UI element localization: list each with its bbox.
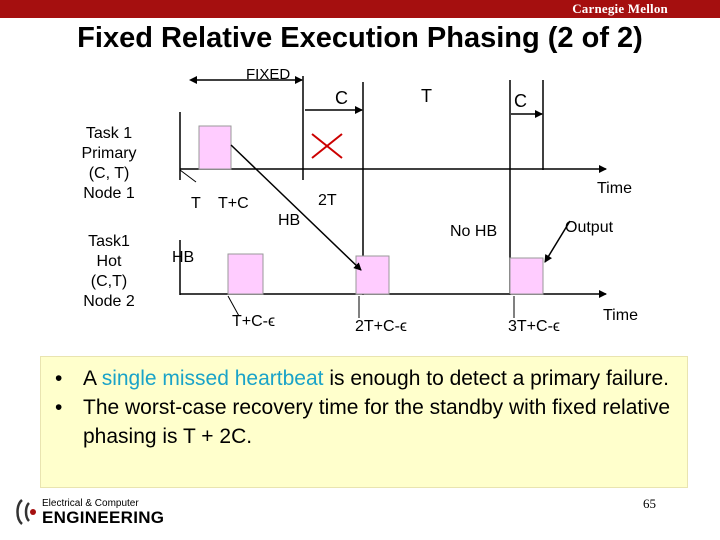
slide-title: Fixed Relative Execution Phasing (2 of 2) bbox=[77, 22, 643, 54]
t-pointer bbox=[180, 170, 196, 182]
heartbeat-arrow bbox=[231, 145, 361, 270]
output-label: Output bbox=[565, 219, 614, 236]
time-primary-label: Time bbox=[597, 180, 632, 197]
hot-job-box-1 bbox=[228, 254, 263, 294]
bullet-marker: • bbox=[55, 367, 63, 390]
ece-logo: Electrical & Computer ENGINEERING bbox=[14, 497, 164, 529]
t-top-label: T bbox=[421, 86, 432, 106]
ece-logo-icon bbox=[14, 497, 38, 527]
task-hot-label: Task1 Hot (C,T) Node 2 bbox=[83, 233, 135, 310]
hb-left-label: HB bbox=[172, 249, 195, 266]
two-t-label: 2T bbox=[318, 192, 337, 209]
highlight-text: single missed heartbeat bbox=[101, 367, 324, 390]
primary-job-box bbox=[199, 126, 231, 169]
t-label: T bbox=[191, 195, 201, 212]
bullet-box bbox=[40, 356, 688, 488]
tce-label-1: T+C-ϵ bbox=[232, 313, 276, 330]
fixed-label: FIXED bbox=[246, 66, 291, 83]
tce-label-2: 2T+C-ϵ bbox=[355, 318, 407, 335]
bullet-item-1: • A single missed heartbeat is enough to detect a primary failure. bbox=[55, 364, 677, 393]
hb-top-label: HB bbox=[278, 212, 301, 229]
hot-job-box-2 bbox=[356, 256, 389, 294]
bullet-item-2: • The worst-case recovery time for the standby with fixed relative phasing is T + 2C. bbox=[55, 393, 677, 451]
t-plus-c-label: T+C bbox=[218, 195, 249, 212]
time-hot-label: Time bbox=[603, 307, 638, 324]
task-primary-label: Task 1 Primary (C, T) Node 1 bbox=[81, 125, 137, 202]
tce-label-3: 3T+C-ϵ bbox=[508, 318, 560, 335]
brand-logo: Carnegie Mellon bbox=[572, 1, 668, 16]
hot-job-box-3 bbox=[510, 258, 543, 294]
no-hb-label: No HB bbox=[450, 223, 498, 240]
bullet-marker: • bbox=[55, 396, 63, 419]
c-top-label: C bbox=[335, 88, 348, 108]
c-right-label: C bbox=[514, 91, 527, 111]
page-number: 65 bbox=[643, 496, 656, 511]
